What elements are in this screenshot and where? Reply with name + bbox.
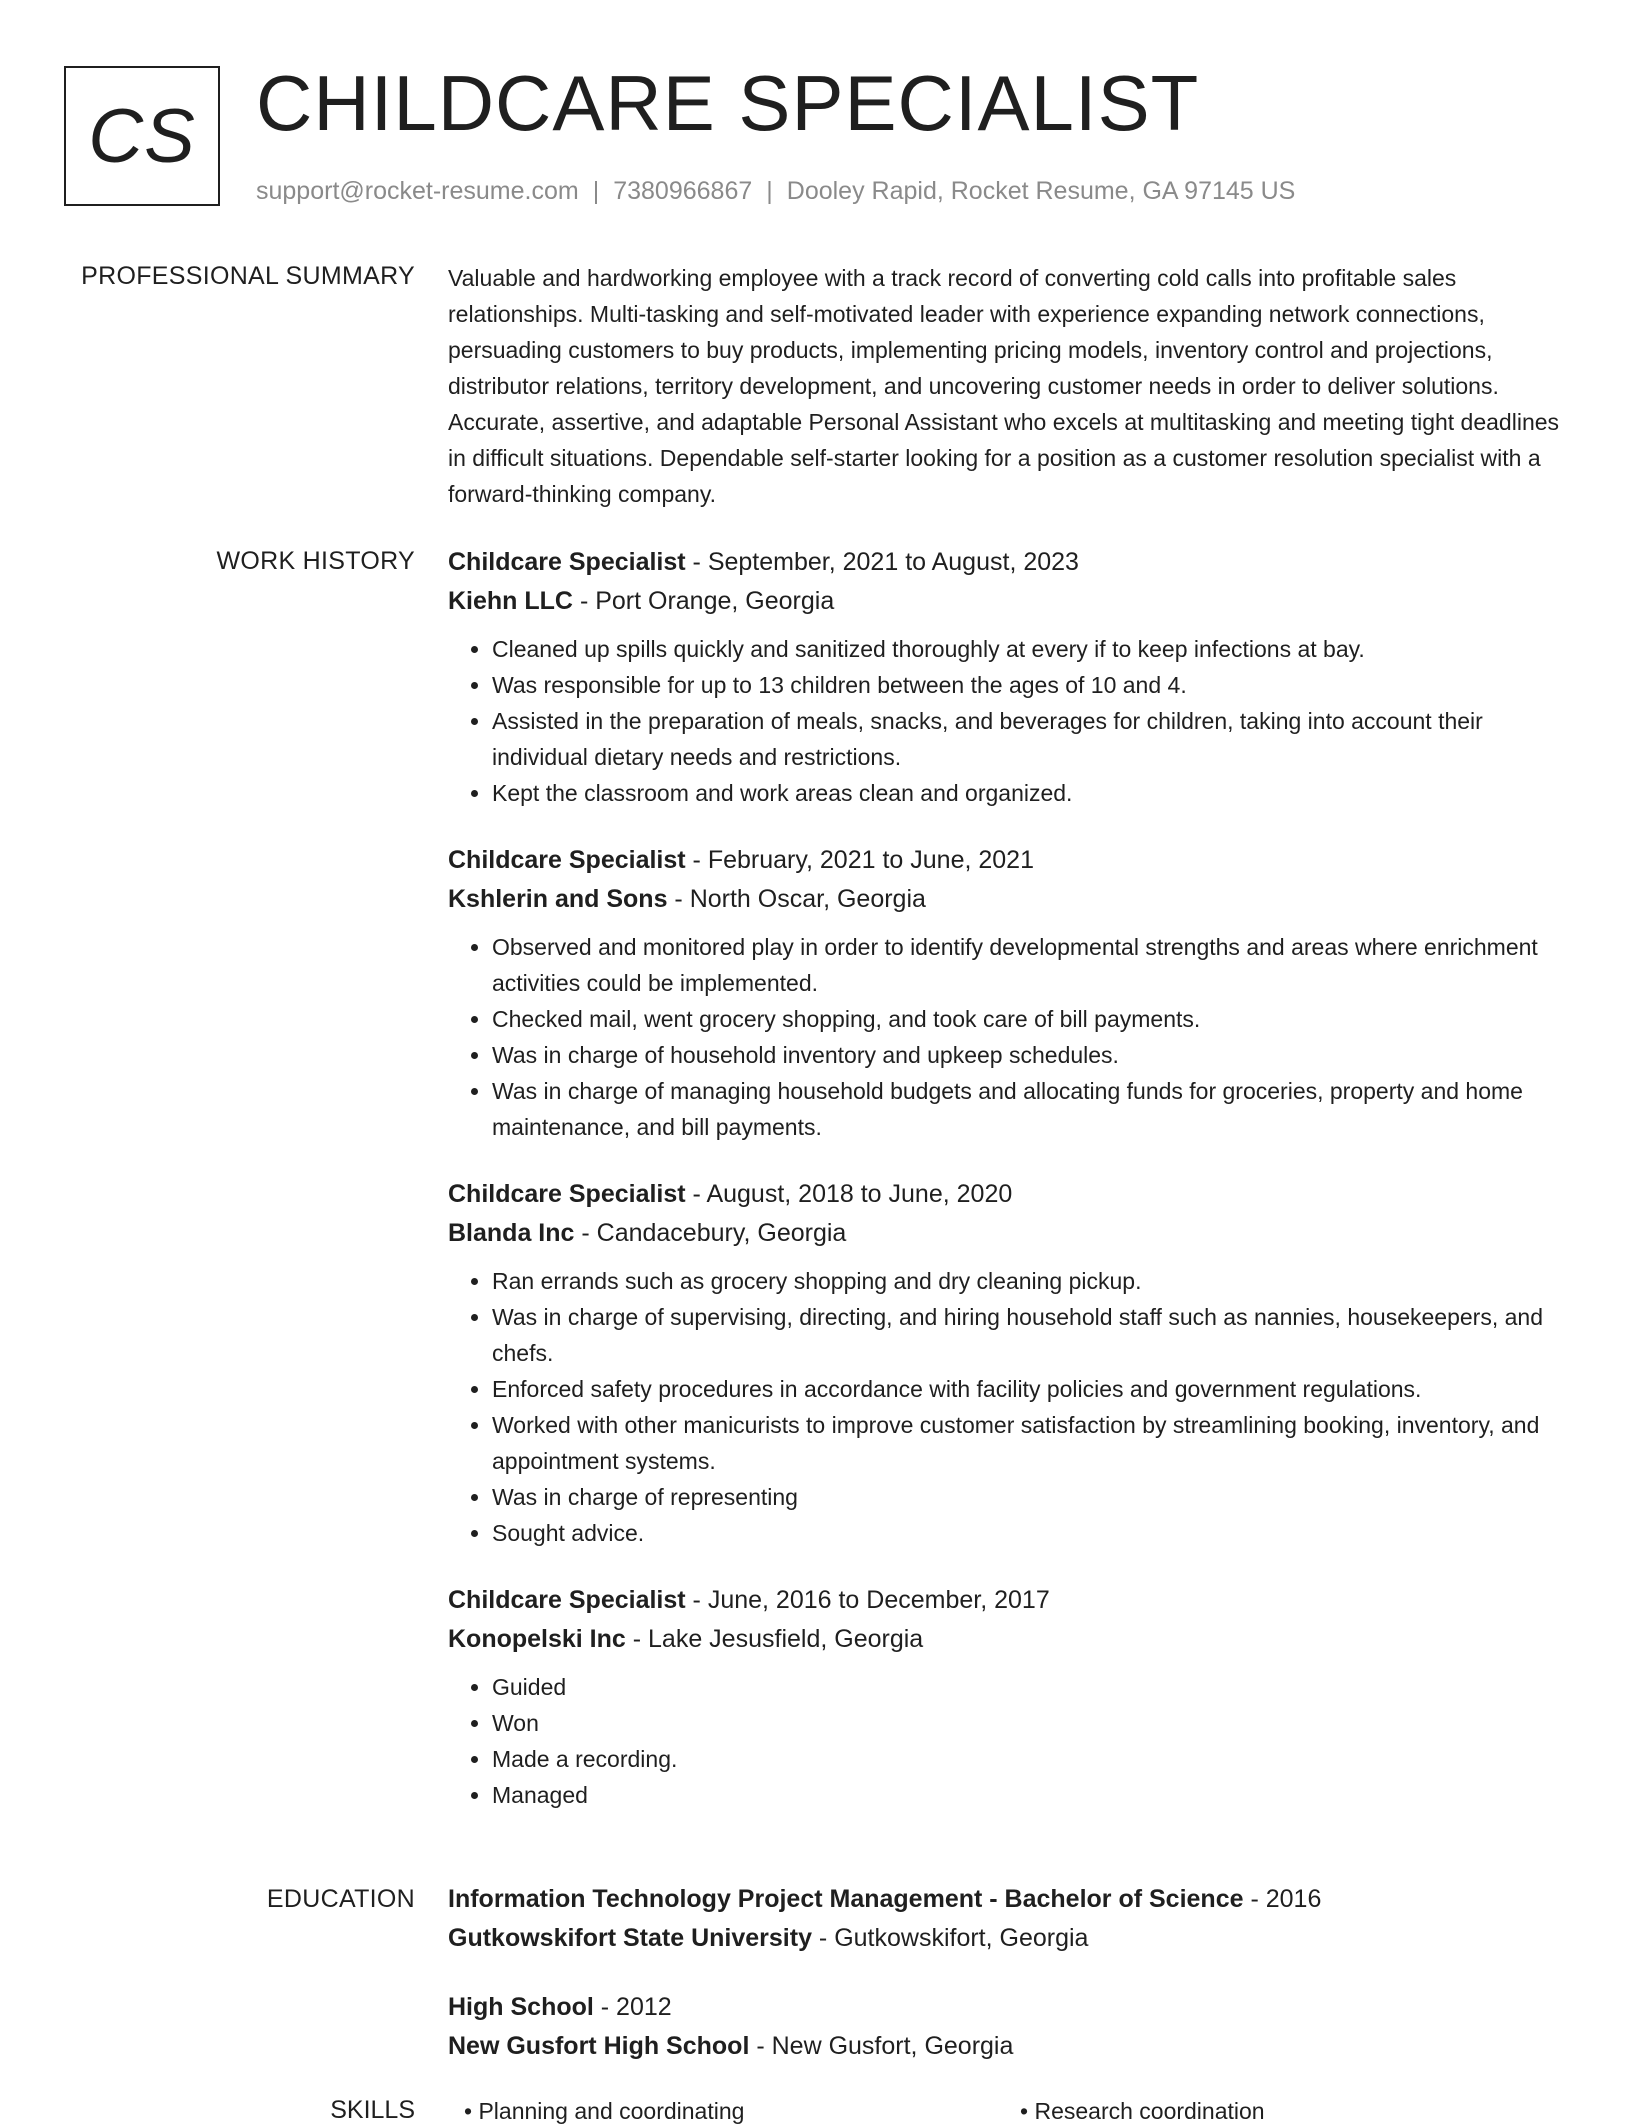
contact-phone: 7380966867 [613, 177, 753, 205]
job-entry [448, 841, 1568, 1145]
job-bullet: • Was in charge of supervising, directing, and hiring household staff such as nannies, housekeepers, and chefs. [492, 1299, 1568, 1371]
job-bullet: • Was responsible for up to 13 children between the ages of 10 and 4. [492, 667, 1568, 703]
job-company-line [448, 1214, 1568, 1253]
job-title: Childcare Specialist [448, 1180, 686, 1208]
job-bullet: • Worked with other manicurists to improve customer satisfaction by streamlining booking, inventory, and appointment systems. [492, 1407, 1568, 1479]
skill-text: Planning and coordinating [478, 2098, 745, 2124]
job-dates: - February, 2021 to June, 2021 [685, 846, 1034, 874]
job-bullet: • Was in charge of household inventory and upkeep schedules. [492, 1037, 1568, 1073]
job-bullet: • Checked mail, went grocery shopping, and took care of bill payments. [492, 1001, 1568, 1037]
job-bullets [448, 929, 1568, 1145]
job-title-line [448, 1175, 1568, 1214]
job-bullet: • Sought advice. [492, 1515, 1568, 1551]
section-heading-work-history: WORK HISTORY [216, 547, 415, 575]
section-heading-education: EDUCATION [266, 1885, 415, 1913]
job-title-line [448, 1581, 1568, 1620]
page-title: CHILDCARE SPECIALIST [256, 59, 1200, 147]
section-heading-skills: SKILLS [330, 2096, 415, 2124]
job-list [448, 543, 1568, 1843]
school: New Gusfort High School [448, 2032, 750, 2060]
job-title: Childcare Specialist [448, 548, 686, 576]
skill-item: • Research coordination [1020, 2098, 1265, 2124]
skill-text: Research coordination [1034, 2098, 1265, 2124]
job-company: Kshlerin and Sons [448, 885, 668, 913]
job-dates: - August, 2018 to June, 2020 [685, 1180, 1013, 1208]
skill-item: • Planning and coordinating [464, 2098, 745, 2124]
degree: High School [448, 1993, 594, 2021]
job-entry [448, 543, 1568, 811]
job-title: Childcare Specialist [448, 846, 686, 874]
job-location: - Port Orange, Georgia [573, 587, 835, 615]
job-bullets [448, 631, 1568, 811]
education-list [448, 1880, 1568, 2096]
job-bullet: • Ran errands such as grocery shopping and dry cleaning pickup. [492, 1263, 1568, 1299]
graduation-year: - 2016 [1243, 1885, 1322, 1913]
degree: Information Technology Project Management - Bachelor of Science [448, 1885, 1244, 1913]
school-location: - Gutkowskifort, Georgia [811, 1924, 1089, 1952]
contact-email: support@rocket-resume.com [256, 177, 579, 205]
school-line [448, 2027, 1568, 2066]
summary-text: Valuable and hardworking employee with a track record of converting cold calls into profitable sales relationships. Multi-tasking and self-motivated leader with experience expanding network connections, persuading customers to buy products, implementing pricing models, inventory control and projections, distributor relations, territory development, and uncovering customer needs in order to deliver solutions. Accurate, assertive, and adaptable Personal Assistant who excels at multitasking and meeting tight deadlines in difficult situations. Dependable self-starter looking for a position as a customer resolution specialist with a forward-thinking company. [448, 265, 1560, 507]
job-bullet: • Was in charge of managing household budgets and allocating funds for groceries, property and home maintenance, and bill payments. [492, 1073, 1568, 1145]
job-bullet: • Enforced safety procedures in accordance with facility policies and government regulations. [492, 1371, 1568, 1407]
job-company-line [448, 1620, 1568, 1659]
job-location: - Lake Jesusfield, Georgia [625, 1625, 924, 1653]
job-company: Konopelski Inc [448, 1625, 626, 1653]
contact-separator: | [766, 177, 773, 205]
job-bullets [448, 1263, 1568, 1551]
job-bullet: • Won [492, 1705, 1568, 1741]
job-bullet: • Made a recording. [492, 1741, 1568, 1777]
job-company: Kiehn LLC [448, 587, 573, 615]
job-entry [448, 1175, 1568, 1551]
job-company-line [448, 880, 1568, 919]
school-location: - New Gusfort, Georgia [749, 2032, 1014, 2060]
job-bullet: • Kept the classroom and work areas clean and organized. [492, 775, 1568, 811]
job-dates: - June, 2016 to December, 2017 [685, 1586, 1050, 1614]
school-line [448, 1919, 1568, 1958]
job-bullet: • Assisted in the preparation of meals, snacks, and beverages for children, taking into account their individual dietary needs and restrictions. [492, 703, 1568, 775]
job-entry [448, 1581, 1568, 1813]
education-entry [448, 1988, 1568, 2066]
job-company-line [448, 582, 1568, 621]
job-title-line [448, 841, 1568, 880]
contact-line [256, 176, 1295, 206]
job-location: - North Oscar, Georgia [667, 885, 926, 913]
job-company: Blanda Inc [448, 1219, 575, 1247]
job-bullet: • Managed [492, 1777, 1568, 1813]
job-location: - Candacebury, Georgia [574, 1219, 847, 1247]
job-dates: - September, 2021 to August, 2023 [685, 548, 1079, 576]
job-bullet: • Observed and monitored play in order to identify developmental strengths and areas where enrichment activities could be implemented. [492, 929, 1568, 1001]
job-title-line [448, 543, 1568, 582]
degree-line [448, 1988, 1568, 2027]
job-bullet: • Was in charge of representing [492, 1479, 1568, 1515]
contact-address: Dooley Rapid, Rocket Resume, GA 97145 US [786, 177, 1296, 205]
job-bullet: • Cleaned up spills quickly and sanitized thoroughly at every if to keep infections at bay. [492, 631, 1568, 667]
degree-line [448, 1880, 1568, 1919]
job-title: Childcare Specialist [448, 1586, 686, 1614]
job-bullets [448, 1669, 1568, 1813]
section-heading-summary: PROFESSIONAL SUMMARY [81, 262, 415, 290]
graduation-year: - 2012 [593, 1993, 672, 2021]
school: Gutkowskifort State University [448, 1924, 812, 1952]
education-entry [448, 1880, 1568, 1958]
contact-separator: | [592, 177, 600, 205]
job-bullet: • Guided [492, 1669, 1568, 1705]
monogram-initials: CS [64, 66, 220, 206]
